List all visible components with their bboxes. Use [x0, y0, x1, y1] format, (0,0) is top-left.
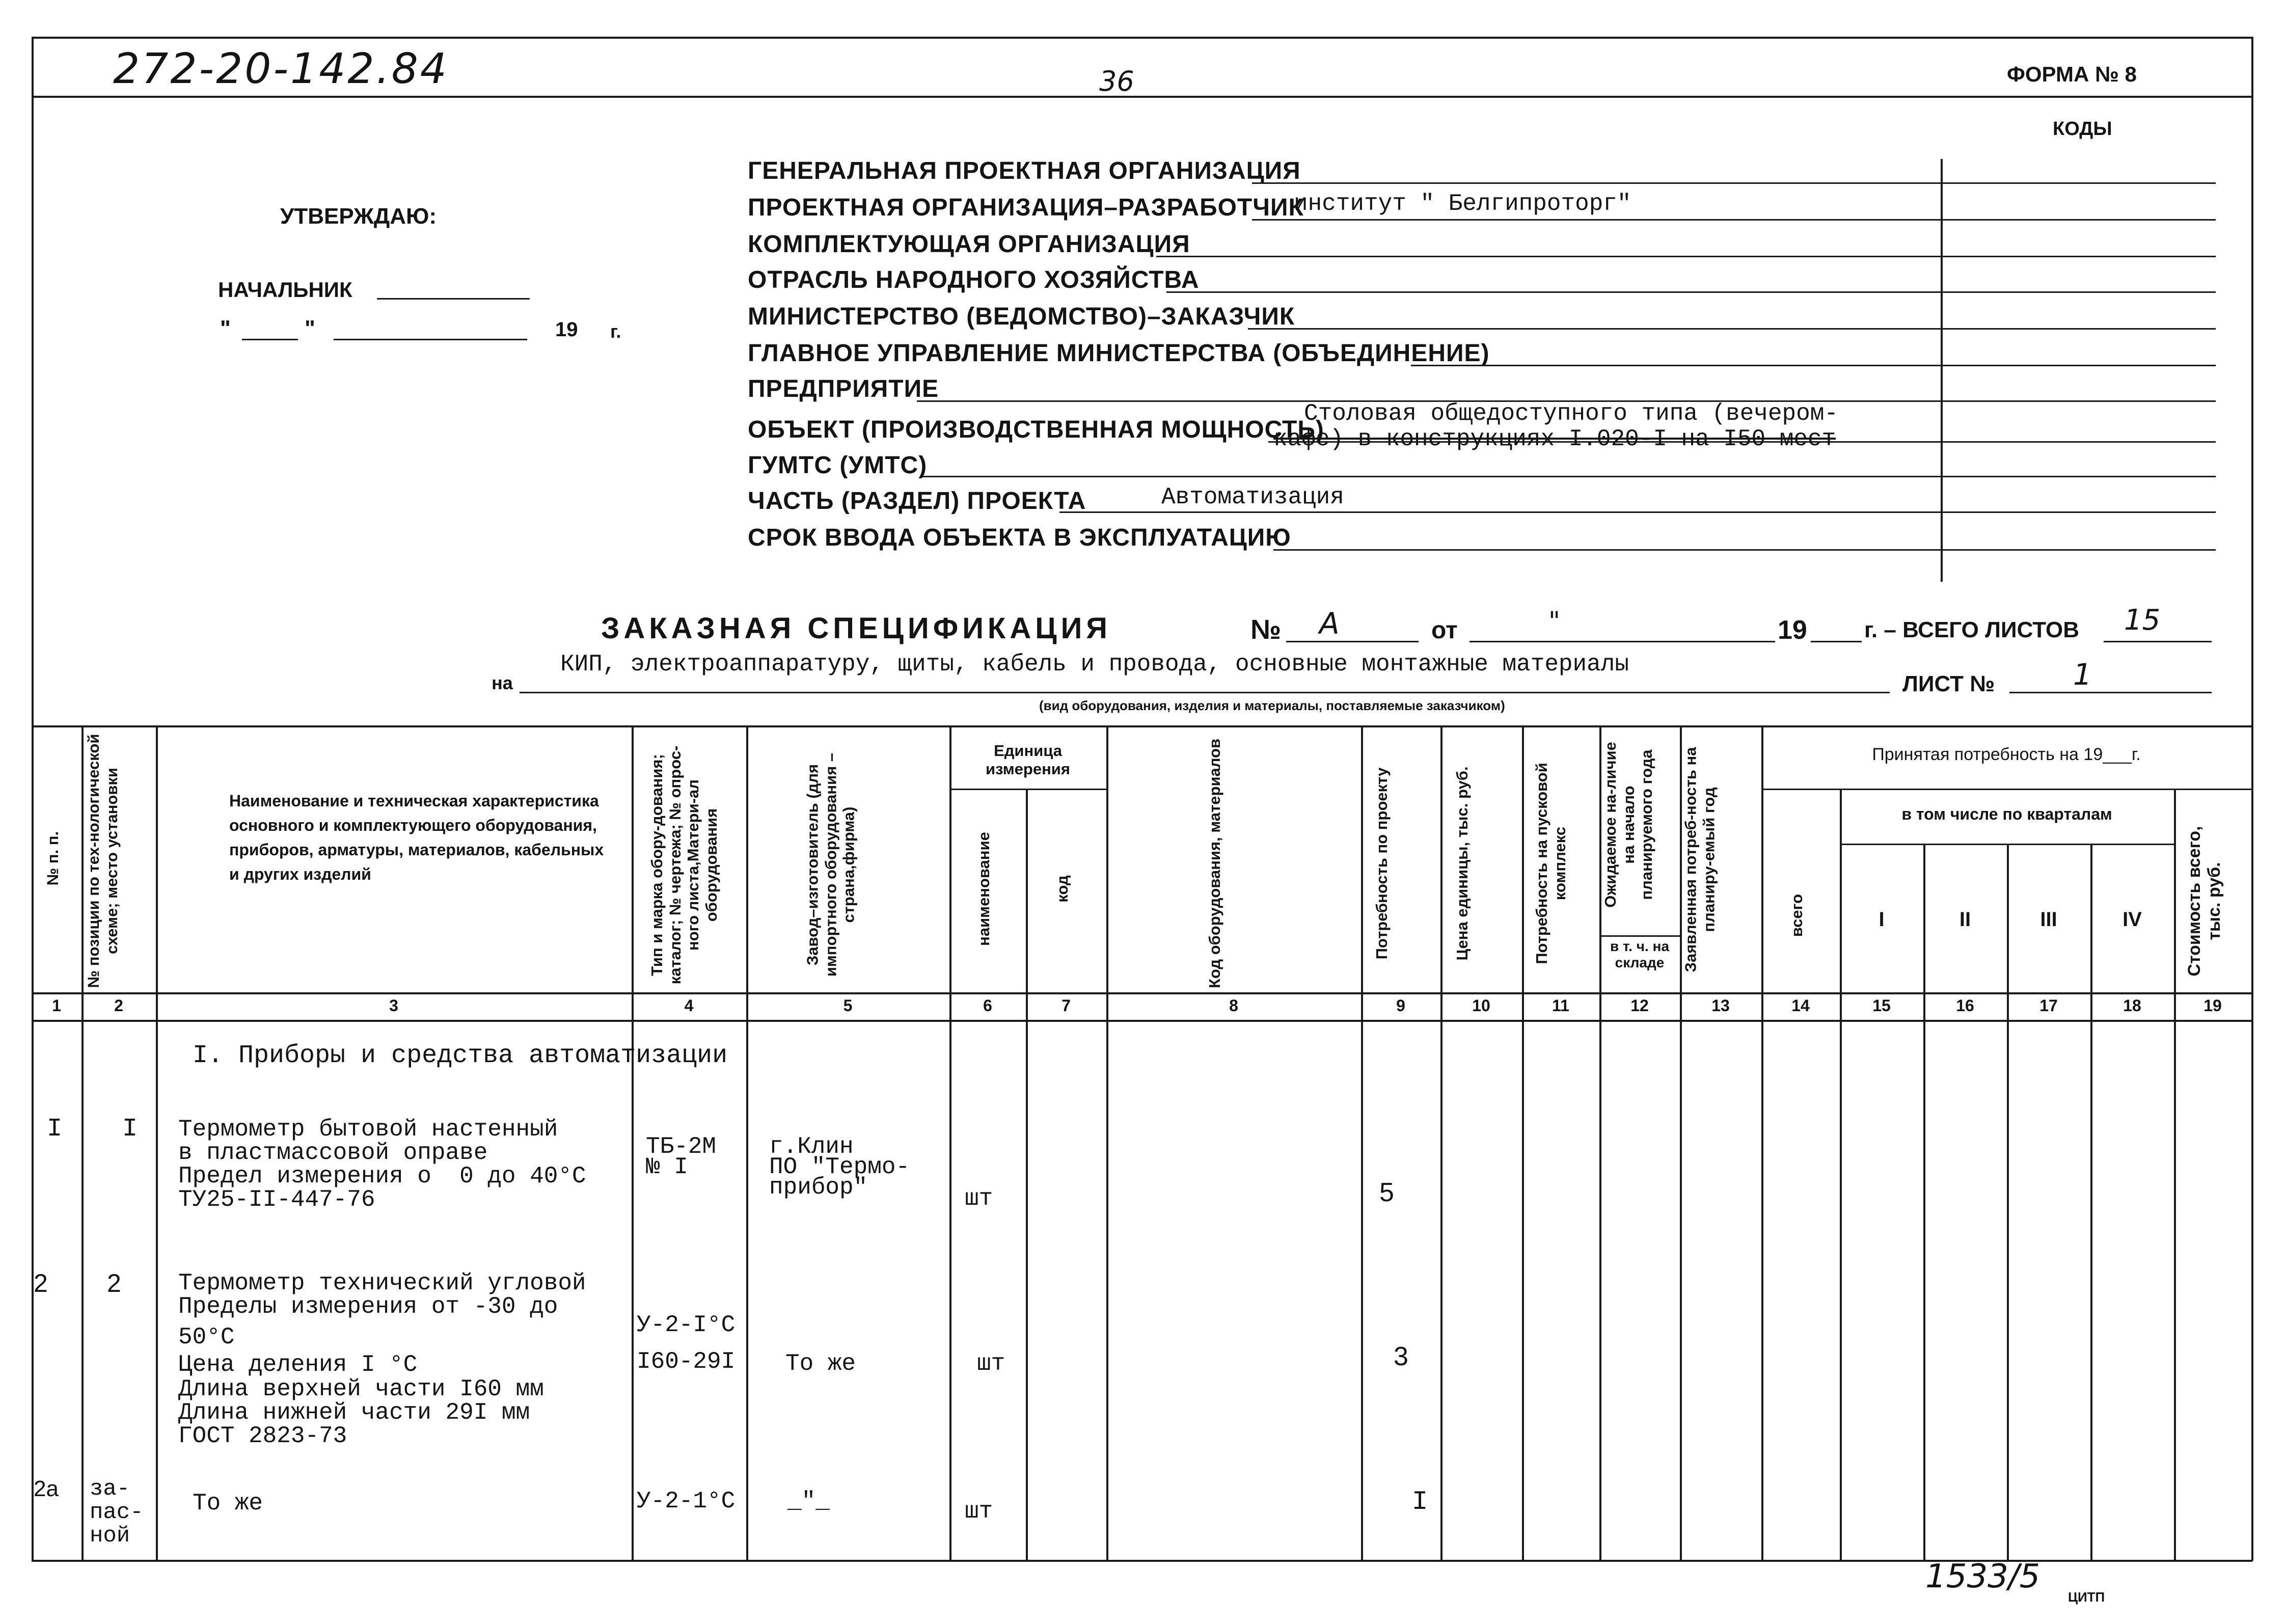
col-line — [949, 725, 951, 1561]
row-type-line: I60-29I — [637, 1348, 736, 1375]
frame-header-line — [32, 96, 2252, 98]
row-type-line: У-2-1°С — [637, 1488, 736, 1514]
spec-from-label: от — [1431, 617, 1458, 644]
col-number: 9 — [1396, 996, 1405, 1015]
row-name-line: Длина верхней части I60 мм — [178, 1376, 544, 1402]
row-qty: 3 — [1394, 1342, 1408, 1371]
org-field-label: ГЕНЕРАЛЬНАЯ ПРОЕКТНАЯ ОРГАНИЗАЦИЯ — [748, 157, 1301, 184]
org-field-line — [1252, 182, 2216, 184]
col-number: 11 — [1552, 996, 1569, 1015]
header-c9: Потребность по проекту — [1373, 767, 1391, 960]
spec-total-sheets: 15 — [2124, 604, 2161, 637]
table-colnum-bottom — [32, 1020, 2252, 1022]
col-number: 10 — [1472, 996, 1490, 1015]
header-c4: Тип и марка обору-дования; каталог; № чертежа; № опрос-ного листа,Матери-ал оборудования — [648, 745, 720, 985]
table-colnum-top — [32, 992, 2252, 994]
frame-left — [32, 37, 34, 1561]
col-number: 12 — [1630, 996, 1649, 1015]
col-number: 16 — [1956, 996, 1974, 1015]
spec-sheet-line — [2009, 692, 2212, 693]
date-day-line — [242, 339, 298, 340]
row-name-line: Предел измерения о 0 до 40°С — [178, 1163, 586, 1189]
date-year-suffix: г. — [610, 321, 621, 342]
row-maker-line: г.Клин — [769, 1133, 854, 1160]
org-field-value-strikethrough: кафе) в конструкциях I.020-I на I50 мест — [1273, 426, 1836, 452]
row-type-line: У-2-I°С — [637, 1312, 736, 1338]
accepted-group-header: Принятая потребность на 19___г. — [1872, 745, 2141, 764]
header-c13: Заявленная потреб-ность на планиру-емый год — [1681, 747, 1718, 972]
col-number: 4 — [684, 996, 694, 1015]
org-field-label: МИНИСТЕРСТВО (ВЕДОМСТВО)–ЗАКАЗЧИК — [748, 303, 1295, 330]
row-type-line: ТБ-2М — [646, 1133, 717, 1160]
table-top — [32, 725, 2252, 727]
header-q3: III — [2040, 908, 2057, 931]
row-name-line: ГОСТ 2823-73 — [178, 1423, 347, 1449]
spec-date-quote: " — [1548, 606, 1560, 636]
col-line — [1840, 790, 1842, 1561]
row-num: 2 — [34, 1269, 48, 1297]
col-number: 15 — [1872, 996, 1891, 1015]
spec-sheet-value: 1 — [2073, 657, 2092, 692]
org-field-line — [1059, 511, 2216, 513]
row-type-line: № I — [646, 1154, 688, 1180]
col-line — [746, 725, 748, 1561]
chief-signature-line — [377, 298, 530, 300]
col-number: 1 — [52, 996, 61, 1015]
col-line — [2090, 845, 2092, 1561]
header-c5: Завод–изготовитель (для импортного оборудования –страна,фирма) — [803, 752, 858, 977]
header-c12b: в т. ч. на складе — [1610, 938, 1670, 971]
spec-on-label: на — [492, 672, 513, 693]
spec-subject-line — [520, 692, 1890, 693]
header-c2: № позиции по тех-нологической схеме; место установки — [85, 734, 121, 988]
org-field-label: ПРЕДПРИЯТИЕ — [748, 375, 939, 402]
section-title: I. Приборы и средства автоматизации — [193, 1041, 728, 1070]
header-c1: № п. п. — [44, 831, 62, 886]
header-c8: Код оборудования, материалов — [1206, 738, 1223, 989]
header-q4: IV — [2122, 908, 2142, 931]
col-number: 6 — [983, 996, 992, 1015]
row-pos-line: пас- — [90, 1500, 144, 1525]
form-label: ФОРМА № 8 — [2007, 62, 2137, 86]
row-name-line: Термометр технический угловой — [178, 1270, 586, 1296]
col-line — [1106, 725, 1108, 1561]
page-number: 36 — [1099, 65, 1134, 97]
org-field-line — [1252, 219, 2216, 221]
col-number: 5 — [843, 996, 853, 1015]
row-maker-line: прибор" — [769, 1174, 868, 1201]
row-name-line: 50°С — [178, 1324, 235, 1350]
col-number: 3 — [389, 996, 398, 1015]
header-c11: Потребность на пусковой комплекс — [1533, 763, 1569, 964]
table-bottom — [32, 1560, 2252, 1562]
col-line — [1522, 725, 1524, 1561]
spec-subject: КИП, электроаппаратуру, щиты, кабель и провода, основные монтажные материалы — [560, 651, 1629, 678]
spec-no-label: № — [1250, 614, 1282, 645]
row-pos: I — [122, 1115, 138, 1144]
spec-date-line — [1469, 641, 1775, 642]
spec-subject-note: (вид оборудования, изделия и материалы, поставляемые заказчиком) — [1039, 698, 1505, 713]
spec-title: ЗАКАЗНАЯ СПЕЦИФИКАЦИЯ — [601, 612, 1111, 645]
col-line — [1761, 725, 1763, 1561]
row-name-line: Длина нижней части 29I мм — [178, 1399, 530, 1426]
row-name-line: То же — [193, 1490, 263, 1517]
row-maker-line: То же — [785, 1350, 856, 1377]
header-c19: Стоимость всего, тыс. руб. — [2185, 826, 2224, 977]
header-c12: Ожидаемое на-личие на начало планируемого года — [1601, 742, 1656, 908]
org-field-line — [1248, 328, 2216, 330]
org-field-line — [1166, 291, 2216, 293]
org-field-label: КОМПЛЕКТУЮЩАЯ ОРГАНИЗАЦИЯ — [748, 231, 1190, 258]
document-code: 272-20-142.84 — [113, 45, 449, 93]
col-line — [156, 725, 158, 1561]
org-field-value: Столовая общедоступного типа (вечером- — [1304, 400, 1838, 427]
col-number: 19 — [2203, 996, 2222, 1015]
org-field-line — [1156, 256, 2216, 257]
stock-subline — [1599, 935, 1680, 937]
date-month-line — [334, 339, 527, 340]
codes-divider — [1941, 159, 1943, 582]
org-field-label: СРОК ВВОДА ОБЪЕКТА В ЭКСПЛУАТАЦИЮ — [748, 524, 1291, 551]
unit-group-header: Единица измерения — [986, 742, 1070, 778]
row-num: 2а — [34, 1476, 59, 1501]
row-name-line: Термометр бытовой настенный — [178, 1116, 558, 1143]
date-quote-open: " — [220, 316, 231, 341]
col-number: 17 — [2039, 996, 2058, 1015]
org-field-label: ОБЪЕКТ (ПРОИЗВОДСТВЕННАЯ МОЩНОСТЬ) — [748, 416, 1324, 443]
row-name-line: в пластмассовой оправе — [178, 1140, 488, 1166]
date-quote-close: " — [305, 316, 315, 341]
col-line — [1361, 725, 1363, 1561]
chief-label: НАЧАЛЬНИК — [218, 278, 352, 302]
org-field-value: институт " Белгипроторг" — [1294, 191, 1631, 217]
row-maker-line: _"_ — [787, 1488, 830, 1514]
col-number: 13 — [1711, 996, 1730, 1015]
row-name-line: ТУ25-II-447-76 — [178, 1186, 375, 1213]
row-pos-line: ной — [90, 1523, 130, 1549]
col-number: 7 — [1062, 996, 1071, 1015]
row-unit: шт — [977, 1350, 1005, 1377]
col-line — [2007, 845, 2009, 1561]
spec-year-line — [1811, 641, 1862, 642]
org-field-label: ПРОЕКТНАЯ ОРГАНИЗАЦИЯ–РАЗРАБОТЧИК — [748, 194, 1304, 221]
col-number: 18 — [2123, 996, 2141, 1015]
row-pos-line: за- — [90, 1476, 130, 1502]
header-q1: I — [1879, 908, 1885, 931]
row-name-line: Цена деления I °С — [178, 1351, 418, 1378]
col-line — [1440, 725, 1443, 1561]
header-q2: II — [1959, 908, 1971, 931]
col-number: 8 — [1229, 996, 1238, 1015]
codes-label: КОДЫ — [2053, 118, 2112, 140]
spec-total-line — [2104, 641, 2212, 642]
col-line — [1923, 845, 1925, 1561]
frame-right — [2251, 37, 2253, 1561]
header-c10: Цена единицы, тыс. руб. — [1453, 766, 1471, 961]
col-number: 14 — [1791, 996, 1810, 1015]
row-qty: I — [1412, 1487, 1428, 1517]
quarters-group-header: в том числе по кварталам — [1901, 805, 2112, 823]
row-num: I — [47, 1115, 63, 1144]
row-unit: шт — [965, 1498, 993, 1525]
handwritten-number: 1533/5 — [1925, 1558, 2040, 1595]
org-field-line — [1411, 365, 2216, 366]
stamp-label: ЦИТП — [2068, 1589, 2105, 1605]
col-number: 2 — [114, 996, 123, 1015]
unit-group-line — [949, 789, 1106, 790]
spec-year-suffix: г. – ВСЕГО ЛИСТОВ — [1864, 617, 2080, 642]
row-name-line: Пределы измерения от -30 до — [178, 1293, 558, 1320]
row-qty: 5 — [1379, 1178, 1394, 1207]
row-maker-line: ПО "Термо- — [769, 1154, 910, 1180]
col-line — [2174, 790, 2176, 1561]
spec-year: 19 — [1778, 615, 1807, 645]
col-line — [1026, 790, 1028, 1561]
org-field-line — [922, 476, 2216, 477]
header-c3: Наименование и техническая характеристика основного и комплектующего оборудования, приборов, арматуры, материалов, кабельных и других изделий — [229, 792, 604, 883]
spec-no-line — [1286, 641, 1419, 642]
spec-sheet-label: ЛИСТ № — [1902, 671, 1995, 696]
header-c14: всего — [1788, 894, 1806, 937]
org-field-label: ОТРАСЛЬ НАРОДНОГО ХОЗЯЙСТВА — [748, 266, 1200, 293]
org-field-line — [1273, 549, 2216, 551]
org-field-value: Автоматизация — [1161, 484, 1344, 510]
org-field-label: ГУМТС (УМТС) — [748, 452, 928, 479]
col-line — [81, 725, 84, 1561]
header-c7: код — [1053, 875, 1071, 903]
col-line — [632, 725, 634, 1561]
date-year-label: 19 — [555, 318, 578, 341]
approval-title: УТВЕРЖДАЮ: — [280, 204, 437, 229]
org-field-label: ГЛАВНОЕ УПРАВЛЕНИЕ МИНИСТЕРСТВА (ОБЪЕДИНЕНИЕ) — [748, 340, 1490, 367]
header-c6: наименование — [975, 832, 993, 946]
accepted-group-line — [1761, 789, 2251, 790]
row-pos: 2 — [107, 1269, 121, 1297]
org-field-label: ЧАСТЬ (РАЗДЕЛ) ПРОЕКТА — [748, 488, 1086, 515]
row-unit: шт — [965, 1185, 993, 1212]
spec-no-value: А — [1319, 606, 1340, 641]
frame-top — [32, 37, 2252, 39]
